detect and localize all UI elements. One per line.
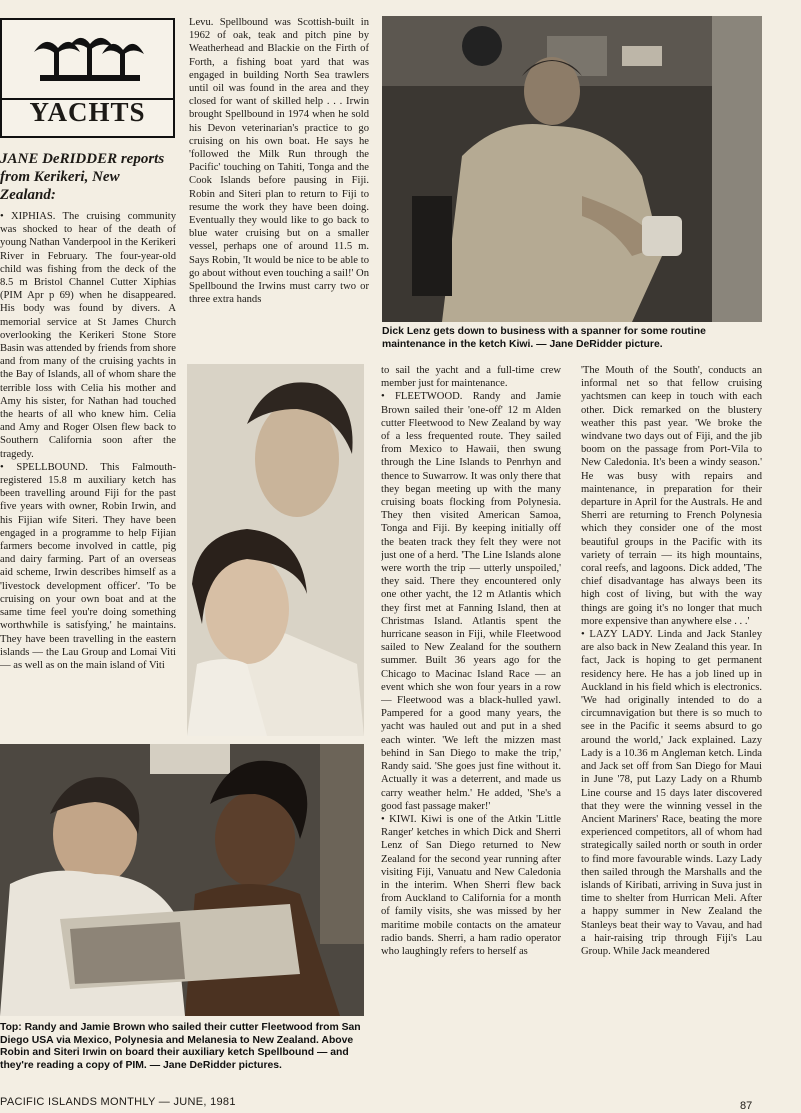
footer-publication: PACIFIC ISLANDS MONTHLY — JUNE, 1981 bbox=[0, 1096, 236, 1108]
cabin-reading-image bbox=[0, 744, 364, 1016]
paragraph-kiwi: • KIWI. Kiwi is one of the Atkin 'Little Ranger' ketches in which Dick and Sherri Lenz of San Diego returned to New Zealand for the second year running after visiting Fiji, Vanuatu and New Caledonia in the interim. When Sherri flew back from Auckland to California for a month of family visits, she was missed by her maritime mobile contacts on the amateur radio bands. Sherri, a ham radio operator who laughingly refers to herself as bbox=[381, 813, 561, 957]
paragraph-spellbound: • SPELLBOUND. This Falmouth-registered 15.8 m auxiliary ketch has been travelling around Fiji for the past five years with owner, Robin Irwin, and his Fijian wife Siteri. They have been engaged in a programme to help Fijian farmers become involved in cattle, pig and dairy farming. Part of an overseas aid scheme, Irwin describes himself as a 'livestock development officer'. 'To be cruising on your own boat and at the same time feel you're doing something worthwhile is satisfying,' he maintains. They have been travelling in the eastern islands — the Lau Group and Lomai Viti — as well as on the main island of Viti bbox=[0, 461, 176, 671]
page-number: 87 bbox=[740, 1100, 753, 1112]
section-title: YACHTS bbox=[29, 97, 146, 127]
paragraph-spellbound-cont: Levu. Spellbound was Scottish-built in 1962 of oak, teak and pitch pine by Weatherhead and Blackie on the Firth of Forth, a fishing boat yard that was engaged in building North Sea trawlers until oil was found in the area and they closed for want of skilled help . . . Irwin brought Spellbound in 1974 when he sold his Devon veterinarian's practice to go cruising on his own boat. He says he 'followed the Milk Run through the Pacific' touching on Tahiti, Tonga and the Cook Islands before pausing in Fiji. Robin and Siteri plan to return to Fiji to resume the work they have been doing. Eventually they would like to go back to blue water cruising but on a smaller vessel, perhaps one of around 11.5 m. Says Robin, 'It would be nice to be able to go about without even touching a sail!' On Spellbound the Irwins must carry two or three extra hands bbox=[189, 17, 369, 306]
paragraph-kiwi-cont: 'The Mouth of the South', conducts an informal net so that fellow cruising yachtsmen can keep in touch with each other. Dick remarked on the blustery weather this past year. 'We broke the windvane two days out of Fiji, and the jib boom on the passage from Port-Vila to New Caledonia. It's been a windy season.' He was busy with repairs and maintenance, in preparation for their departure in April for the Australs. He and Sherri are returning to French Polynesia which they consider one of the most beautiful groups in the Pacific with its variety of terrain — its high mountains, coral reefs, and lagoons. Dick added, 'The chief disadvantage has always been its high cost of living, but with the way things are going it's no longer that much more expensive than anywhere else . . .' bbox=[581, 365, 762, 627]
caption-brown-irwin: Top: Randy and Jamie Brown who sailed their cutter Fleetwood from San Diego USA via Mexico, Polynesia and Melanesia to New Zealand. Above Robin and Siteri Irwin on board their auxiliary ketch Spellbound — and they're reading a copy of PIM. — Jane DeRidder pictures. bbox=[0, 1022, 361, 1071]
paragraph-xiphias: • XIPHIAS. The cruising community was shocked to hear of the death of young Nathan Vanderpool in the Kerikeri River in February. The four-year-old child was fishing from the deck of the 8.5 m Bristol Channel Cutter Xiphias (PIM Apr p 69) when he disappeared. His body was found by divers. A memorial service at St James Church overlooking the Kerikeri Stone Store Basin was attended by friends from shore and from many of the cruising yachts in the Bay of Islands, all of whom share the terrible loss with Celia his mother and Amy his sister, for Nathan had touched the hearts of all who knew him. Celia and Amy and Roger Olsen flew back to Southern California soon after the tragedy. bbox=[0, 211, 176, 460]
caption-dick-lenz: Dick Lenz gets down to business with a spanner for some routine maintenance in the ketch Kiwi. — Jane DeRidder picture. bbox=[382, 326, 706, 350]
article-heading: JANE DeRIDDER reports from Kerikeri, New Zealand: bbox=[0, 151, 165, 203]
engine-room-image bbox=[382, 16, 762, 322]
paragraph-lazy-lady: • LAZY LADY. Linda and Jack Stanley are also back in New Zealand this year. In fact, Jack is hoping to get permanent residency here. He has a job lined up in Auckland in his field which is electronics. 'We had originally intended to do a circumnavigation but there is so much to see in the Pacific it seems absurd to go around the world,' Jack explained. Lazy Lady is a 10.36 m Angleman ketch. Linda and Jack set off from San Diego for Maui in June '78, put Lazy Lady on a Rhumb Line course and 15 days later discovered that they were the winning vessel in the Ancient Mariners' Race, beating the more experienced competitors, all of whom had strategically sailed north or south in order to find more favourable winds. Lazy Lady then sailed through the Marshalls and the islands of Kiribati, arriving in Suva just in time to shelter from Hurrican Meli. After a happy summer in New Zealand the Stanleys beat their way to Vavau, and had a hair-raising trip through Fiji's Lau Group. While Jack meandered bbox=[581, 629, 762, 957]
column-2-text bbox=[189, 16, 369, 361]
yachts-logo bbox=[0, 18, 175, 138]
photo-randy-jamie bbox=[0, 744, 364, 1016]
paragraph-spellbound-end: to sail the yacht and a full-time crew member just for maintenance. bbox=[381, 365, 561, 390]
couple-image bbox=[187, 364, 364, 736]
column-1 bbox=[0, 210, 176, 745]
palm-trees-icon bbox=[32, 30, 147, 92]
photo-robin-siteri bbox=[187, 364, 364, 736]
photo-dick-lenz bbox=[382, 16, 762, 322]
paragraph-fleetwood: • FLEETWOOD. Randy and Jamie Brown sailed their 'one-off' 12 m Alden cutter Fleetwood to New Zealand by way of a less frequented route. They sailed from Mexico to Hawaii, then swung through the Line Islands to Penrhyn and thence to Suwarrow. It was only there that they began meeting up with the many cruising boats flocking from Polynesia. They then visited American Samoa, Tonga and Fiji. By keeping initially off the beaten track they felt they were not just one of a herd. 'The Line Islands alone were worth the trip — utterly unspoiled,' they said. There they encountered only one other yacht, the 12 m Atlantis which they first met at Fanning Island, then at Christmas Island. Atlantis spent the hurricane season in Fiji, while Fleetwood sailed to New Zealand for the southern summer. Built 36 years ago for the Chicago to Macinac Island Race — an event which she won four years in a row — Fleetwood was a black-hulled yawl. Pampered for a good many years, the yacht was hauled out and put in a shed each winter. 'We left the mizzen mast behind in San Diego to make the trip,' Randy said. 'She goes just fine without it. Actually it was a deterrent, and made us carry weather helm.' He added, 'She's a good fast passage maker!' bbox=[381, 391, 561, 812]
column-4 bbox=[581, 364, 762, 1088]
column-3 bbox=[381, 364, 561, 1088]
